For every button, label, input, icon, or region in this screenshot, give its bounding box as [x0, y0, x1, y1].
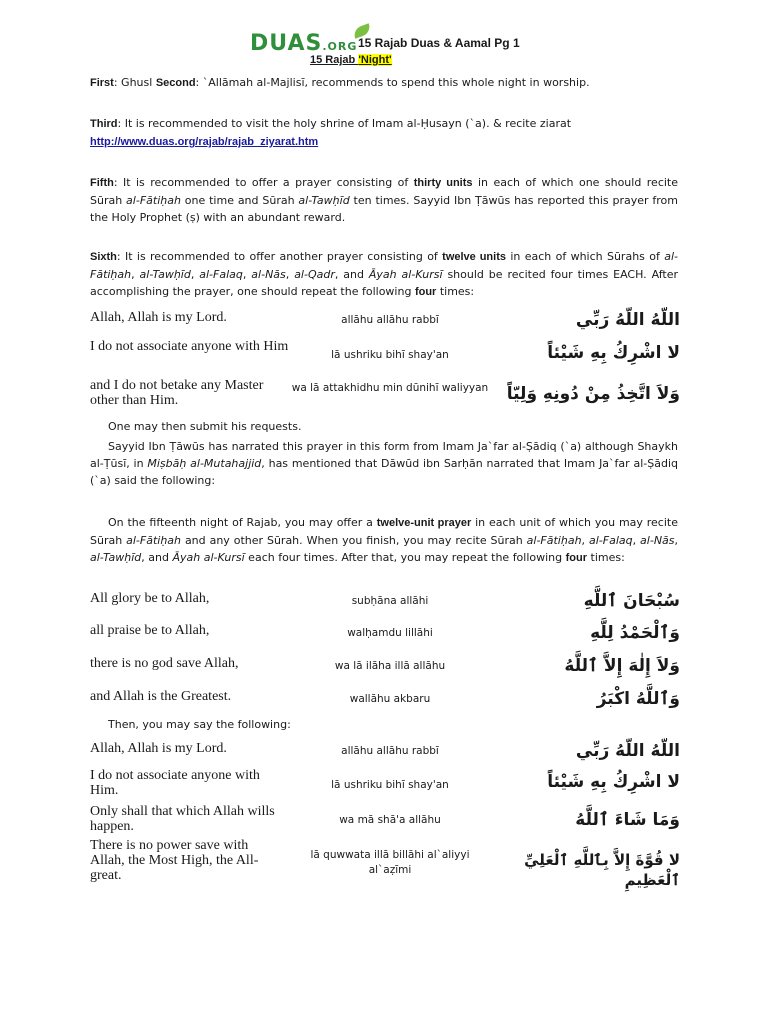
fifteenth-text: times:	[587, 551, 625, 564]
paragraph-sixth	[90, 248, 678, 301]
transliteration: wa lā ilāha illā allāhu	[334, 660, 446, 672]
page-subtitle	[310, 54, 392, 66]
transliteration: wallāhu akbaru	[349, 693, 431, 705]
surah-name: al-Falaq	[588, 534, 633, 547]
dua-row	[90, 838, 680, 888]
surah-name: al-Falaq	[199, 268, 243, 281]
english-text: Only shall that which Allah wills happen.	[90, 804, 275, 834]
transliteration: allāhu allāhu rabbī	[341, 745, 439, 757]
english-text: I do not associate anyone with Him	[90, 339, 289, 354]
ziyarat-link[interactable]: http://www.duas.org/rajab/rajab_ziyarat.htm	[90, 136, 319, 148]
english-text: there is no god save Allah,	[90, 656, 239, 671]
arabic-text: سُبْحَانَ ٱللَّهِ	[583, 591, 680, 611]
surah-name: al-Tawḥīd	[90, 551, 142, 564]
surah-name: al-Tawḥīd	[139, 268, 191, 281]
english-text: and I do not betake any Master other than Him.	[90, 378, 264, 408]
arabic-text: لا اشْرِكُ بِهِ شَيْئاً	[547, 772, 680, 792]
fifth-italic: al-Tawḥīd	[298, 194, 350, 207]
fifth-text: : It is recommended to offer a prayer consisting of	[113, 176, 414, 189]
fifteenth-text: each four times. After that, you may repeat the following	[244, 551, 566, 564]
fifteenth-text: On the fifteenth night of Rajab, you may offer a	[108, 516, 377, 529]
arabic-text: اللّهُ اللّهُ رَبِّي	[575, 310, 680, 330]
arabic-text: لا اشْرِكُ بِهِ شَيْئاً	[547, 343, 680, 363]
separator: ,	[190, 268, 200, 281]
sixth-text: times:	[436, 285, 475, 298]
separator: ,	[674, 534, 679, 547]
surah-name: al-Qadr	[294, 268, 335, 281]
surah-name: al-Nās	[640, 534, 675, 547]
paragraph-then: Then, you may say the following:	[108, 718, 291, 731]
separator: , and	[334, 268, 369, 281]
third-text: : It is recommended to visit the holy shrine of Imam al-Ḥusayn (`a). & recite ziarat	[117, 117, 572, 130]
surah-name: Āyah al-Kursī	[368, 268, 443, 281]
english-text: There is no power save with Allah, the Most High, the All-great.	[90, 838, 259, 883]
first-label: First	[90, 77, 114, 89]
narration-text: Sayyid Ibn Ṭāwūs has narrated this prayer in this form from Imam Ja`far al-Ṣādiq (`a) although Shaykh al-Ṭūsī, in	[90, 440, 678, 470]
dua-row	[90, 656, 680, 678]
transliteration: subḥāna allāhi	[351, 595, 429, 607]
surah-name: al-Fātiḥah	[90, 250, 678, 281]
paragraph-requests: One may then submit his requests.	[108, 420, 302, 433]
third-label: Third	[90, 118, 118, 130]
english-text: Allah, Allah is my Lord.	[90, 310, 227, 325]
transliteration: lā quwwata illā billāhi al`aliyyi al`aẓīmi	[310, 849, 470, 876]
sixth-label: Sixth	[90, 251, 117, 263]
dua-row	[90, 339, 680, 373]
arabic-text: وَٱلْحَمْدُ لِلَّهِ	[590, 623, 680, 643]
english-text: I do not associate anyone with Him.	[90, 768, 260, 798]
arabic-text: اللّهُ اللّهُ رَبِّي	[575, 741, 680, 761]
english-text: Allah, Allah is my Lord.	[90, 741, 227, 756]
surah-name: al-Fātiḥah	[126, 534, 182, 547]
fifteenth-bold: twelve-unit prayer	[376, 517, 472, 529]
dua-row	[90, 741, 680, 763]
dua-row	[90, 591, 680, 613]
logo-org-text: .ORG	[322, 40, 358, 53]
english-text: all praise be to Allah,	[90, 623, 210, 638]
transliteration: wa mā shā'a allāhu	[339, 814, 441, 826]
transliteration: lā ushriku bihī shay'an	[331, 779, 449, 791]
english-text: All glory be to Allah,	[90, 591, 210, 606]
arabic-text: وَمَا شَاءَ ٱللَّهُ	[575, 810, 680, 830]
transliteration: allāhu allāhu rabbī	[341, 314, 439, 326]
separator: ,	[632, 534, 641, 547]
separator: ,	[131, 268, 140, 281]
separator: ,	[581, 534, 589, 547]
surah-name: al-Nās	[251, 268, 286, 281]
page-title: 15 Rajab Duas & Aamal Pg 1	[358, 36, 520, 50]
fifth-text: one time and Sūrah	[180, 194, 299, 207]
dua-row	[90, 689, 680, 711]
fifteenth-text: and any other Sūrah. When you finish, you may recite Sūrah	[181, 534, 527, 547]
dua-row	[90, 623, 680, 645]
fifth-label: Fifth	[90, 177, 114, 189]
arabic-text: وَٱللَّهُ اكْبَرُ	[596, 689, 680, 709]
sixth-bold: twelve units	[442, 251, 506, 263]
separator: ,	[242, 268, 252, 281]
fifteenth-bold: four	[565, 552, 588, 564]
transliteration: walḥamdu lillāhi	[347, 627, 433, 639]
book-title: Miṣbāḥ al-Mutahajjid	[147, 457, 262, 470]
paragraph-first-second	[90, 74, 678, 92]
english-text: and Allah is the Greatest.	[90, 689, 232, 704]
fifth-text: ten times. Sayyid Ibn Ṭāwūs has reported this prayer from the Holy Prophet (ṣ) with an abundant reward.	[90, 194, 678, 224]
sixth-text: in each of which Sūrahs of	[505, 250, 665, 263]
separator: , and	[141, 551, 173, 564]
paragraph-third	[90, 115, 678, 151]
transliteration: wa lā attakhidhu min dūnihī waliyyan	[291, 382, 489, 394]
sixth-bold: four	[414, 286, 437, 298]
dua-row	[90, 378, 680, 412]
paragraph-fifth	[90, 174, 678, 226]
separator: ,	[285, 268, 295, 281]
logo-text: DUAS	[250, 31, 323, 56]
transliteration: lā ushriku bihī shay'an	[331, 349, 449, 361]
dua-row	[90, 804, 680, 836]
arabic-text: لا قُوَّةَ إِلاَّ بِٱللَّهِ ٱلْعَلِيِّ ٱلْعَظِيمِ	[524, 851, 680, 889]
arabic-text: وَلاَ اتَّخِذُ مِنْ دُونِهِ وَلِيّاً	[506, 384, 680, 404]
surah-name: Āyah al-Kursī	[172, 551, 245, 564]
subtitle-highlight: 'Night'	[358, 54, 392, 66]
surah-name: al-Fātiḥah	[526, 534, 582, 547]
fifth-text: in each of which one should recite Sūrah	[90, 176, 678, 207]
dua-row	[90, 310, 680, 332]
subtitle-prefix: 15 Rajab	[310, 54, 359, 66]
first-text: : Ghusl	[113, 76, 156, 89]
sixth-text: should be recited four times EACH. After accomplishing the prayer, one should repeat the following	[90, 268, 678, 298]
paragraph-fifteenth-night	[90, 514, 678, 567]
paragraph-narration	[90, 438, 678, 489]
duas-org-logo	[250, 26, 371, 56]
fifteenth-text: in each unit of which you may recite Sūrah	[90, 516, 678, 547]
fifth-italic: al-Fātiḥah	[126, 194, 181, 207]
fifth-bold: thirty units	[413, 177, 473, 189]
arabic-text: وَلاَ إِلٰهَ إِلاَّ ٱللَّهُ	[564, 656, 680, 676]
second-text: : `Allāmah al-Majlisī, recommends to spend this whole night in worship.	[195, 76, 590, 89]
narration-text: , has mentioned that Dāwūd ibn Sarḥān narrated that Imam Ja`far al-Ṣādiq (`a) said the following:	[90, 457, 678, 487]
sixth-text: : It is recommended to offer another prayer consisting of	[116, 250, 443, 263]
second-label: Second	[155, 77, 196, 89]
dua-row	[90, 768, 680, 800]
